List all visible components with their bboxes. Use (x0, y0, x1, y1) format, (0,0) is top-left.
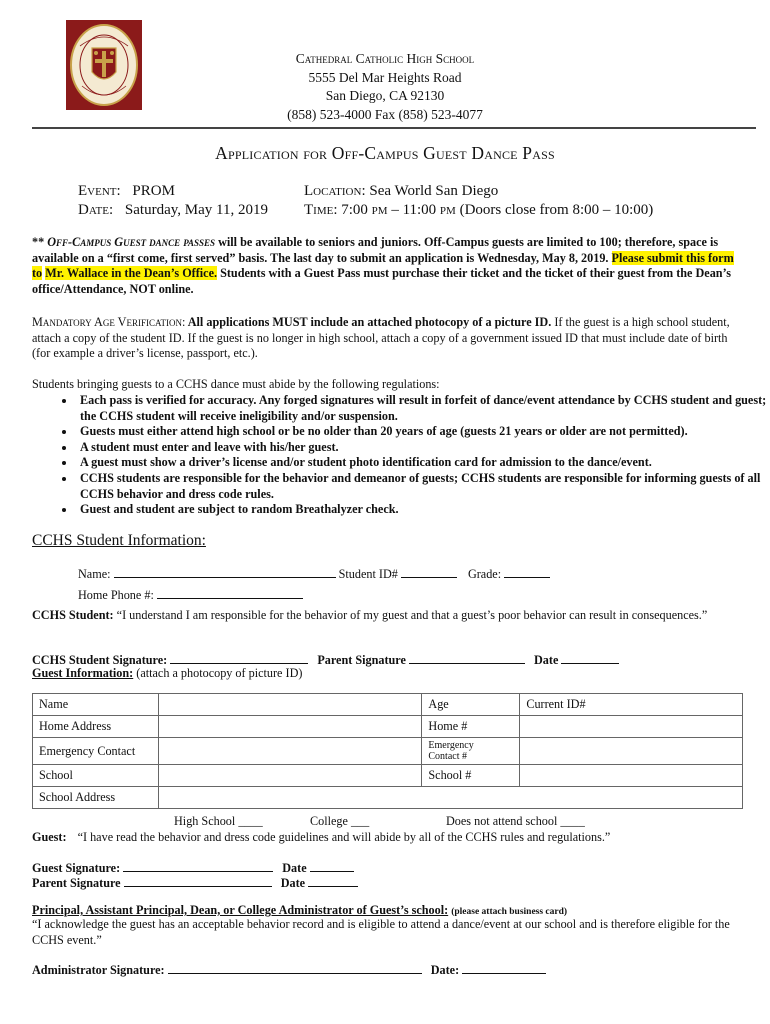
guest-emergency-phone-cell[interactable] (520, 738, 743, 765)
administrator-date-label: Date: (430, 963, 460, 977)
home-phone-label: Home Phone #: (78, 588, 154, 602)
notice-highlight-1: Please submit this form to (32, 250, 734, 280)
grade-label: Grade: (467, 567, 502, 581)
notice-paragraph (32, 235, 737, 297)
guest-school-phone-label: School # (422, 765, 520, 787)
school-header (200, 50, 570, 124)
guest-emergency-phone-label-line2: Contact # (428, 751, 467, 762)
header-divider (32, 127, 756, 129)
school-address: 5555 Del Mar Heights Road (308, 69, 462, 85)
time-label: Time: (304, 202, 338, 218)
student-statement-label: CCHS Student: (32, 608, 114, 622)
guest-name-label: Name (33, 694, 159, 716)
guest-date-field[interactable] (310, 859, 354, 872)
student-date-field[interactable] (561, 651, 619, 664)
guest-info-heading-row (32, 666, 302, 681)
guest-emergency-phone-label-line1: Emergency (428, 740, 474, 751)
notice-lead: Off-Campus Guest dance passes (47, 235, 216, 249)
grade-field[interactable] (504, 565, 550, 578)
event-row (78, 183, 175, 200)
date-value: Saturday, May 11, 2019 (124, 202, 268, 218)
guest-parent-date-label: Date (280, 876, 306, 890)
mandatory-text: If the guest is a high school student, attach a copy of the student ID. If the guest is no longer in high school, attach a copy of a government issued ID that must include date of birth (for example a driver’s license, passport, etc.). (32, 315, 730, 360)
date-label: Date: (78, 202, 114, 218)
regulation-item: • CCHS students are responsible for the behavior and demeanor of guests; CCHS students are responsible for informing guests of all CCHS behavior and dress code rules. (76, 471, 770, 502)
school-seal-logo (66, 20, 142, 110)
guest-signature-label: Guest Signature: (32, 861, 121, 875)
parent-signature-field[interactable] (409, 651, 525, 664)
administrator-signature-label: Administrator Signature: (32, 963, 165, 977)
administrator-heading-row (32, 903, 567, 918)
time-value: 7:00 pm – 11:00 pm (341, 202, 456, 218)
student-info-heading: CCHS Student Information: (32, 532, 206, 549)
mandatory-label: Mandatory Age Verification: (32, 315, 186, 329)
administrator-heading: Principal, Assistant Principal, Dean, or College Administrator of Guest’s school: (32, 903, 449, 917)
notice-part1: will be available to seniors and juniors. Off-Campus guests are limited to 100; therefore, space is available on a “first come, first served” basis. The last day to submit an application is Wednesday, May 8, 2019. (32, 235, 719, 265)
home-phone-field[interactable] (157, 586, 303, 599)
guest-home-address-cell[interactable] (158, 716, 422, 738)
table-row (33, 765, 743, 787)
guest-name-cell[interactable] (158, 694, 422, 716)
guest-statement (32, 830, 610, 845)
school-city: San Diego, CA 92130 (325, 88, 445, 103)
regulation-item: • Each pass is verified for accuracy. Any forged signatures will result in forfeit of dance/event attendance by CCHS student and guest; the CCHS student will receive ineligibility and/or suspension. (76, 393, 770, 424)
administrator-heading-note: (please attach business card) (451, 907, 568, 917)
location-label: Location: (304, 183, 366, 199)
regulations-list (32, 393, 770, 518)
time-row (304, 202, 653, 219)
guest-date-label: Date (282, 861, 307, 875)
time-note: (Doors close from 8:00 – 10:00) (459, 202, 654, 218)
guest-school-phone-cell[interactable] (520, 765, 743, 787)
student-name-field[interactable] (114, 565, 336, 578)
guest-emergency-phone-label (422, 738, 520, 765)
guest-parent-signature-row (32, 874, 358, 891)
location-row (304, 183, 498, 200)
administrator-statement: “I acknowledge the guest has an acceptable behavior record and is eligible to attend a dance/event at our school and is therefore eligible for the CCHS event.” (32, 917, 730, 947)
table-row (33, 716, 743, 738)
administrator-signature-field[interactable] (168, 961, 422, 974)
guest-home-address-label: Home Address (33, 716, 159, 738)
regulation-item: • Guest and student are subject to random Breathalyzer check. (76, 502, 770, 518)
page-title: Application for Off-Campus Guest Dance Pass (215, 143, 555, 163)
student-name-row (78, 565, 550, 582)
guest-school-label: School (33, 765, 159, 787)
regulations-intro: Students bringing guests to a CCHS dance must abide by the following regulations: (32, 377, 440, 391)
guest-home-phone-label: Home # (422, 716, 520, 738)
table-row (33, 694, 743, 716)
event-label: Event: (78, 183, 121, 199)
home-phone-row (78, 586, 303, 603)
student-date-label: Date (534, 653, 559, 667)
guest-school-cell[interactable] (158, 765, 422, 787)
guest-statement-text: “I have read the behavior and dress code guidelines and will abide by all of the CCHS rules and regulations.” (77, 830, 611, 844)
student-id-label: Student ID# (338, 567, 398, 581)
regulation-item: • A student must enter and leave with his/her guest. (76, 440, 770, 456)
guest-parent-date-field[interactable] (308, 874, 358, 887)
notice-part2: Students with a Guest Pass must purchase their ticket and the ticket of their guest from the Dean’s office/Attendance, NOT online. (32, 266, 731, 296)
guest-info-heading: Guest Information: (32, 666, 134, 680)
parent-signature-label: Parent Signature (317, 653, 406, 667)
guest-school-address-label: School Address (33, 787, 159, 809)
school-name: Cathedral Catholic High School (295, 51, 475, 66)
regulation-item: • Guests must either attend high school or be no older than 20 years of age (guests 21 years or older are not permitted). (76, 424, 770, 440)
date-row (78, 202, 268, 219)
guest-school-address-cell[interactable] (158, 787, 742, 809)
notice-highlight-2: Mr. Wallace in the Dean’s Office. (45, 266, 218, 280)
guest-emergency-contact-cell[interactable] (158, 738, 422, 765)
regulation-item: • A guest must show a driver’s license and/or student photo identification card for admission to the dance/event. (76, 455, 770, 471)
student-statement (32, 608, 737, 624)
mandatory-paragraph (32, 315, 737, 362)
guest-signature-field[interactable] (123, 859, 273, 872)
guest-statement-label: Guest: (32, 830, 67, 844)
guest-home-phone-cell[interactable] (520, 716, 743, 738)
student-signature-field[interactable] (170, 651, 308, 664)
student-signature-label: CCHS Student Signature: (32, 653, 168, 667)
location-value: Sea World San Diego (369, 183, 499, 199)
guest-info-note: (attach a photocopy of picture ID) (133, 666, 303, 680)
guest-status-high-school[interactable]: High School ____ (174, 814, 263, 828)
guest-info-table (32, 693, 743, 809)
administrator-date-field[interactable] (462, 961, 546, 974)
guest-parent-signature-label: Parent Signature (32, 876, 121, 890)
event-value: PROM (132, 183, 175, 199)
guest-parent-signature-field[interactable] (124, 874, 272, 887)
notice-prefix: ** (32, 235, 48, 249)
guest-status-not-attend[interactable]: Does not attend school ____ (446, 814, 585, 828)
school-phone-fax: (858) 523-4000 Fax (858) 523-4077 (287, 106, 483, 122)
table-row (33, 738, 743, 765)
administrator-signature-row (32, 961, 546, 978)
guest-emergency-contact-label: Emergency Contact (33, 738, 159, 765)
mandatory-bold-text: All applications MUST include an attached photocopy of a picture ID. (185, 315, 552, 329)
guest-age-label: Age (422, 694, 520, 716)
guest-current-id-label: Current ID# (520, 694, 743, 716)
student-id-field[interactable] (401, 565, 457, 578)
table-row (33, 787, 743, 809)
student-statement-text: “I understand I am responsible for the behavior of my guest and that a guest’s poor behavior can result in consequences.” (113, 608, 708, 622)
student-name-label: Name: (78, 567, 111, 581)
guest-status-college[interactable]: College ___ (310, 814, 370, 828)
